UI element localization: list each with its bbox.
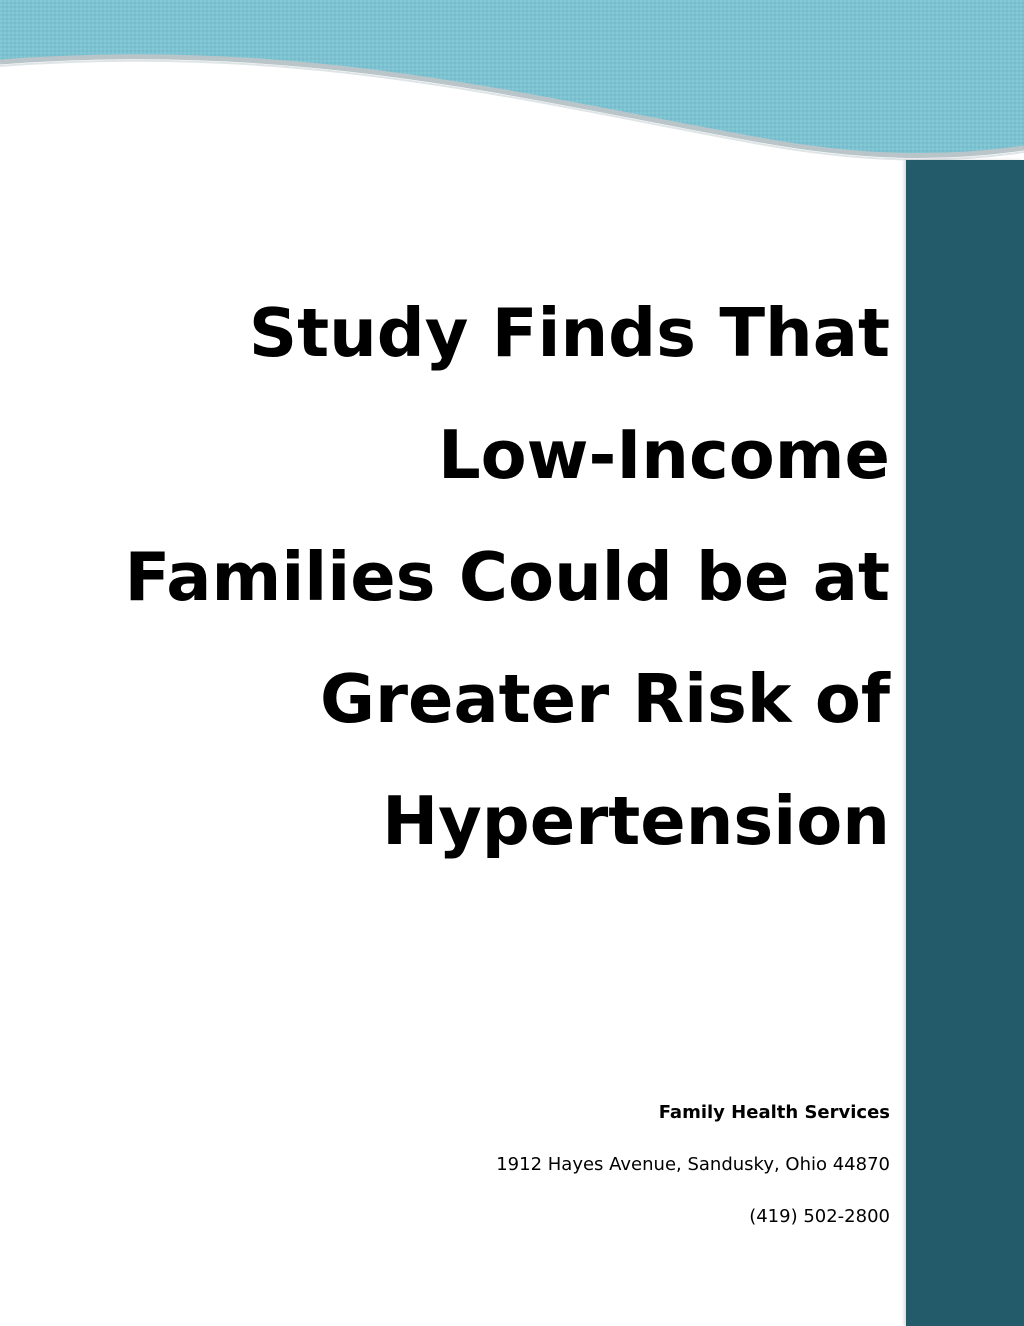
title-line-2: Low-Income	[437, 416, 890, 494]
organization-name: Family Health Services	[658, 1102, 890, 1123]
address-text: 1912 Hayes Avenue, Sandusky, Ohio 44870	[496, 1154, 890, 1175]
side-accent-bar	[906, 160, 1024, 1326]
document-title	[90, 272, 890, 882]
contact-info	[290, 1098, 890, 1254]
phone-number: (419) 502-2800	[749, 1206, 890, 1227]
title-line-5: Hypertension	[382, 782, 890, 860]
title-line-1: Study Finds That	[248, 294, 890, 372]
title-line-3: Families Could be at	[124, 538, 890, 616]
top-wave-decoration	[0, 0, 1024, 170]
title-line-4: Greater Risk of	[319, 660, 890, 738]
